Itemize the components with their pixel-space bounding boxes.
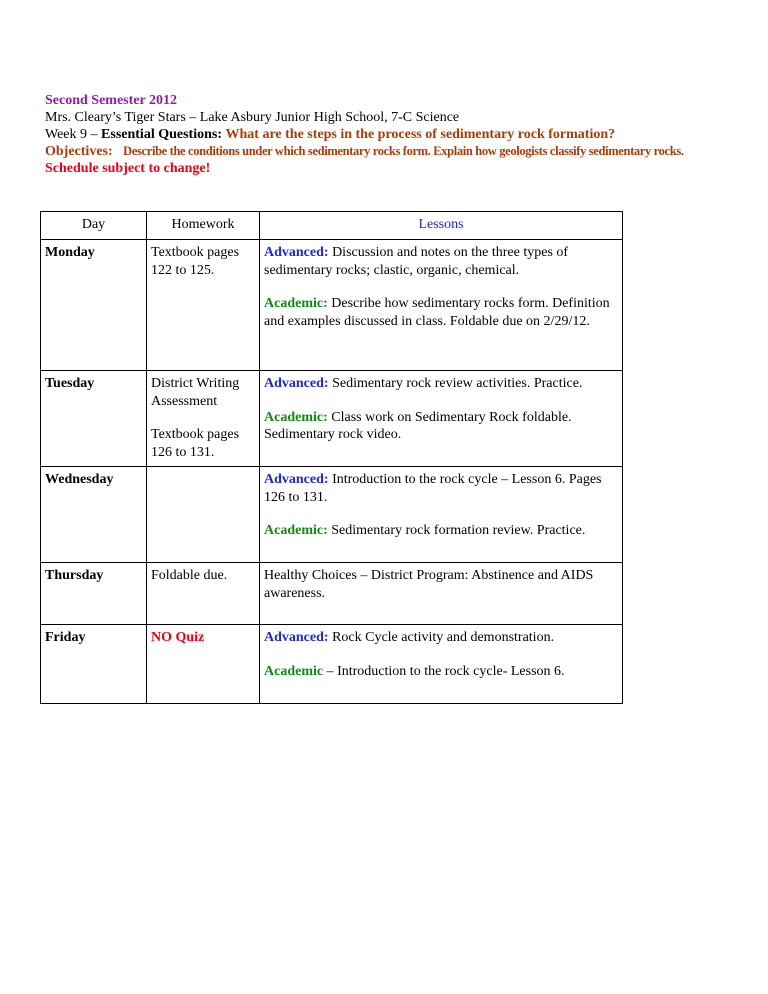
academic-text: Class work on Sedimentary Rock foldable. Sedimentary rock video.	[264, 409, 572, 442]
lesson-text: Healthy Choices – District Program: Abstinence and AIDS awareness.	[264, 568, 594, 601]
advanced-lesson	[264, 375, 618, 393]
homework-item: Foldable due.	[151, 568, 228, 583]
essential-questions-label: Essential Questions:	[101, 127, 222, 142]
table-row	[41, 371, 623, 467]
academic-label: Academic:	[264, 523, 328, 538]
objectives-label: Objectives:	[45, 144, 113, 159]
academic-lesson	[264, 409, 618, 444]
advanced-text: Sedimentary rock review activities. Practice.	[332, 376, 583, 391]
table-header-row	[41, 212, 623, 240]
week-prefix: Week 9 –	[45, 127, 102, 142]
table-row	[41, 467, 623, 563]
homework-column-header: Homework	[147, 212, 260, 240]
academic-label: Academic	[264, 663, 324, 679]
advanced-label: Advanced:	[264, 630, 329, 645]
academic-lesson	[264, 522, 618, 540]
advanced-lesson	[264, 471, 618, 506]
advanced-lesson	[264, 244, 618, 279]
advanced-text: Introduction to the rock cycle – Lesson 6. Pages 126 to 131.	[264, 472, 602, 505]
academic-label: Academic:	[264, 296, 328, 311]
lessons-column-header: Lessons	[260, 212, 623, 240]
homework-cell	[147, 563, 260, 625]
advanced-text: Rock Cycle activity and demonstration.	[332, 630, 555, 645]
homework-cell	[147, 240, 260, 371]
homework-cell	[147, 371, 260, 467]
lessons-cell	[260, 371, 623, 467]
homework-item: District Writing Assessment	[151, 376, 240, 409]
objectives-line	[45, 143, 725, 160]
lessons-cell	[260, 240, 623, 371]
lessons-cell	[260, 625, 623, 704]
academic-lesson	[264, 663, 618, 681]
day-cell: Monday	[41, 240, 147, 371]
academic-text: Describe how sedimentary rocks form. Definition and examples discussed in class. Foldable due on 2/29/12.	[264, 296, 610, 329]
table-row	[41, 240, 623, 371]
day-column-header: Day	[41, 212, 147, 240]
day-cell: Wednesday	[41, 467, 147, 563]
essential-questions-line	[45, 126, 725, 143]
day-cell: Tuesday	[41, 371, 147, 467]
homework-item: Textbook pages 126 to 131.	[151, 427, 240, 460]
essential-question-text: What are the steps in the process of sedimentary rock formation?	[225, 127, 616, 142]
objectives-text: Describe the conditions under which sedimentary rocks form. Explain how geologists classify sedimentary rocks.	[123, 144, 684, 158]
homework-cell	[147, 625, 260, 704]
day-cell: Friday	[41, 625, 147, 704]
academic-lesson	[264, 295, 618, 330]
homework-item: Textbook pages 122 to 125.	[151, 245, 240, 278]
homework-cell	[147, 467, 260, 563]
schedule-note: Schedule subject to change!	[45, 161, 211, 176]
class-line: Mrs. Cleary’s Tiger Stars – Lake Asbury Junior High School, 7-C Science	[45, 110, 460, 125]
advanced-text: Discussion and notes on the three types of sedimentary rocks; clastic, organic, chemical.	[264, 245, 569, 278]
academic-label: Academic:	[264, 409, 328, 425]
advanced-label: Advanced:	[264, 376, 329, 391]
academic-text: – Introduction to the rock cycle- Lesson 6.	[326, 663, 565, 679]
document-header	[45, 92, 725, 177]
advanced-label: Advanced:	[264, 245, 329, 260]
table-row	[41, 563, 623, 625]
table-row	[41, 625, 623, 704]
advanced-lesson	[264, 629, 618, 647]
lessons-cell	[260, 563, 623, 625]
schedule-table	[40, 211, 623, 704]
lessons-cell	[260, 467, 623, 563]
advanced-label: Advanced:	[264, 472, 329, 487]
day-cell: Thursday	[41, 563, 147, 625]
semester-title: Second Semester 2012	[45, 93, 177, 108]
no-quiz-alert: NO Quiz	[151, 630, 205, 645]
academic-text: Sedimentary rock formation review. Practice.	[331, 523, 586, 538]
